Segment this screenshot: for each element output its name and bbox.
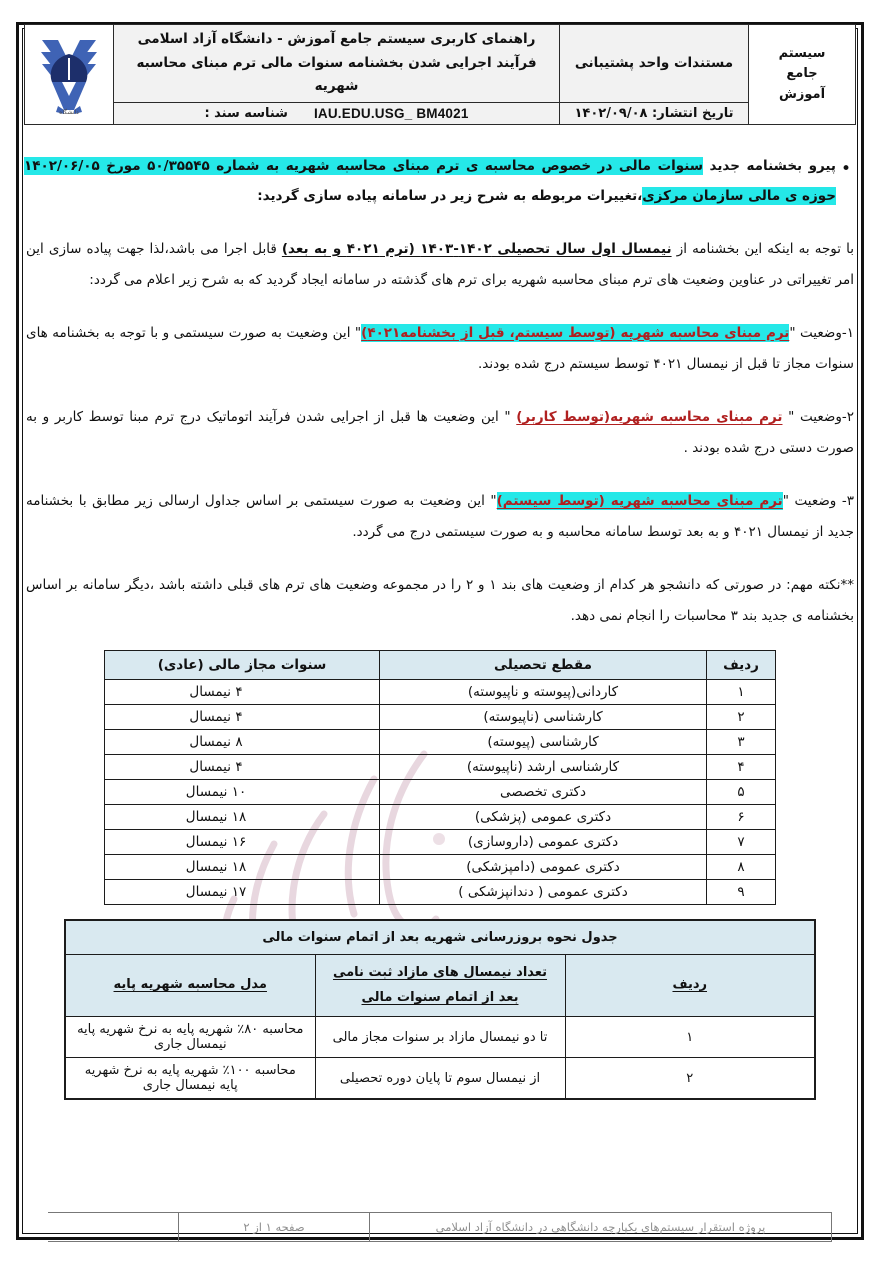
table2-header-model-text: مدل محاسبه شهریه پایه <box>113 977 267 993</box>
table1-r2-years-value: ۴ نیمسال <box>189 709 243 726</box>
table1-r6-level: دکتری عمومی (پزشکی) <box>380 805 707 830</box>
table-row <box>105 855 776 880</box>
table1-r5-years-value: ۱۰ نیمسال <box>185 784 247 801</box>
table1-r4-level: کارشناسی ارشد (ناپیوسته) <box>380 755 707 780</box>
page-content <box>24 24 856 1256</box>
item-1-prefix: ۱-وضعیت " <box>789 324 854 341</box>
header-system-line-1: سیستم <box>778 46 826 62</box>
footer-page-number: صفحه ۱ از ۲ <box>179 1213 370 1242</box>
table-row <box>105 680 776 705</box>
table1-r6-years-value: ۱۸ نیمسال <box>185 809 247 826</box>
allowed-financial-terms-table-wrap <box>104 650 776 905</box>
table-row <box>65 1017 815 1058</box>
item-3-prefix: ۳- وضعیت " <box>782 492 854 509</box>
table1-header-radif: ردیف <box>707 651 776 680</box>
allowed-financial-terms-table <box>104 650 776 905</box>
table1-r9-years <box>105 880 380 905</box>
table2-r1-count: تا دو نیمسال مازاد بر سنوات مجاز مالی <box>315 1017 565 1058</box>
table1-r6-years <box>105 805 380 830</box>
table1-r2-level: کارشناسی (ناپیوسته) <box>380 705 707 730</box>
table2-header-model <box>65 955 315 1017</box>
item-3-status-term: ترم مبنای محاسبه شهریه (توسط سیستم) <box>496 492 783 509</box>
header-system-label <box>749 25 856 125</box>
status-item-2 <box>26 402 854 464</box>
table1-r5-radif: ۵ <box>707 780 776 805</box>
table1-r4-years-value: ۴ نیمسال <box>189 759 243 776</box>
item-2-prefix: ۲-وضعیت " <box>782 408 854 425</box>
header-doc-id <box>114 102 560 124</box>
table1-r7-level: دکتری عمومی (داروسازی) <box>380 830 707 855</box>
table-row <box>105 755 776 780</box>
table1-r8-years <box>105 855 380 880</box>
header-unit-label: مستندات واحد پشتیبانی <box>560 25 749 103</box>
table-row <box>105 805 776 830</box>
bullet-highlighted-text: سنوات مالی در خصوص محاسبه ی ترم مبنای محاسبه شهریه به شماره ۵۰/۳۵۵۴۵ مورخ ۱۴۰۲/۰۶/۰۵ حوزه ی مالی سازمان مرکزی <box>24 157 836 205</box>
table1-header-level: مقطع تحصیلی <box>380 651 707 680</box>
bullet-part-1: پیرو بخشنامه جدید <box>703 157 837 174</box>
status-item-3 <box>26 486 854 548</box>
intro-text-a: با توجه به اینکه این بخشنامه از <box>671 240 854 257</box>
table1-r1-level: کاردانی(پیوسته و ناپیوسته) <box>380 680 707 705</box>
table-row <box>105 705 776 730</box>
table2-r1-radif: ۱ <box>565 1017 815 1058</box>
table2-title-row <box>65 920 815 955</box>
table1-r6-radif: ۶ <box>707 805 776 830</box>
important-note: **نکته مهم: در صورتی که دانشجو هر کدام از وضعیت های بند ۱ و ۲ را در مجموعه وضعیت های ترم های قبلی داشته باشد ،دیگر سامانه بر اساس بخشنامه ی جدید بند ۳ محاسبات را انجام نمی دهد. <box>26 577 854 625</box>
table2-r2-model: محاسبه ۱۰۰٪ شهریه پایه به نرخ شهریه پایه نیمسال جاری <box>65 1058 315 1100</box>
table2-title: جدول نحوه بروزرسانی شهریه بعد از اتمام سنوات مالی <box>65 920 815 955</box>
table1-r5-level: دکتری تخصصی <box>380 780 707 805</box>
header-title-line-2: فرآیند اجرایی شدن بخشنامه سنوات مالی ترم مبنای محاسبه شهریه <box>136 54 537 95</box>
bullet-marker-icon: • <box>840 158 852 179</box>
intro-paragraph <box>26 234 854 296</box>
footer-blank-cell <box>48 1213 179 1242</box>
table2-header-count-text: تعداد نیمسال های مازاد ثبت نامی بعد از اتمام سنوات مالی <box>332 965 548 1005</box>
header-system-line-2: جامع <box>786 66 818 82</box>
svg-text:دانشگاه: دانشگاه <box>59 109 79 117</box>
iau-logo <box>37 31 101 117</box>
table1-r8-level: دکتری عمومی (دامپزشکی) <box>380 855 707 880</box>
table-row <box>65 1058 815 1100</box>
item-1-description: " این وضعیت به صورت سیستمی و با توجه به بخشنامه های سنوات مجاز تا قبل از نیمسال ۴۰۲۱ توسط سیستم درج شده بودند. <box>26 324 854 372</box>
table1-r3-radif: ۳ <box>707 730 776 755</box>
tuition-update-table-wrap <box>64 919 816 1100</box>
table1-r3-years-value: ۸ نیمسال <box>189 734 243 751</box>
table-row <box>105 880 776 905</box>
table-row <box>105 730 776 755</box>
table2-body <box>65 1017 815 1100</box>
doc-id-value: IAU.EDU.USG_ BM4021 <box>313 105 469 121</box>
circular-notice-bullet <box>24 151 856 212</box>
bullet-part-2: ،تغییرات مربوطه به شرح زیر در سامانه پیاده سازی گردید: <box>257 188 643 205</box>
header-publish-date: تاریخ انتشار: ۱۴۰۲/۰۹/۰۸ <box>560 102 749 124</box>
item-2-status-term: ترم مبنای محاسبه شهریه(توسط کاربر) <box>516 408 783 425</box>
bullet-text <box>24 151 836 212</box>
table2-r2-radif: ۲ <box>565 1058 815 1100</box>
table2-r1-model: محاسبه ۸۰٪ شهریه پایه به نرخ شهریه پایه نیمسال جاری <box>65 1017 315 1058</box>
doc-id-label: شناسه سند : <box>204 105 288 121</box>
table1-r8-radif: ۸ <box>707 855 776 880</box>
tuition-update-table <box>64 919 816 1100</box>
table1-r5-years <box>105 780 380 805</box>
footer-table <box>48 1212 832 1242</box>
table2-header-radif-text: ردیف <box>672 977 708 993</box>
header-title-line-1: راهنمای کاربری سیستم جامع آموزش - دانشگاه آزاد اسلامی <box>137 31 536 47</box>
iau-logo-icon <box>38 32 100 116</box>
intro-text-b: قابل اجرا می باشد،لذا جهت پیاده سازی این امر تغییراتی در عناوین وضعیت های ترم مبنای محاسبه شهریه برای ترم های گذشته در سامانه ایجاد گردید که به شرح زیر اعلام می گردد: <box>26 240 854 288</box>
footer-project-note: پروژه استقرار سیستم‌های یکپارچه دانشگاهی در دانشگاه آزاد اسلامی <box>370 1213 832 1242</box>
header-logo-cell <box>25 25 114 125</box>
table2-header-count <box>315 955 565 1017</box>
document-header-table <box>24 24 856 125</box>
table2-header-radif <box>565 955 815 1017</box>
table1-r8-years-value: ۱۸ نیمسال <box>185 859 247 876</box>
table1-r3-years <box>105 730 380 755</box>
header-title <box>114 25 560 103</box>
table1-r9-years-value: ۱۷ نیمسال <box>185 884 247 901</box>
table1-r1-years-value: ۴ نیمسال <box>189 684 243 701</box>
header-system-line-3: آموزش <box>778 86 826 102</box>
table1-body <box>105 680 776 905</box>
intro-underlined-term: نیمسال اول سال تحصیلی ۱۴۰۲-۱۴۰۳ (ترم ۴۰۲۱ و به بعد) <box>281 240 672 257</box>
table-row <box>105 830 776 855</box>
table1-r9-radif: ۹ <box>707 880 776 905</box>
table1-r1-years <box>105 680 380 705</box>
item-3-description: " این وضعیت به صورت سیستمی بر اساس جداول ارسالی زیر مطابق با بخشنامه جدید از نیمسال ۴۰۲۱ و به بعد توسط سامانه محاسبه و به صورت سیستمی درج می گردد. <box>26 492 854 540</box>
table-header-row <box>65 955 815 1017</box>
table1-r4-years <box>105 755 380 780</box>
table2-r2-count: از نیمسال سوم تا پایان دوره تحصیلی <box>315 1058 565 1100</box>
table1-r3-level: کارشناسی (پیوسته) <box>380 730 707 755</box>
item-1-status-term: ترم مبنای محاسبه شهریه (توسط سیستم، قبل از بخشنامه۴۰۲۱) <box>361 324 790 341</box>
table1-r7-years-value: ۱۶ نیمسال <box>185 834 247 851</box>
table1-r1-radif: ۱ <box>707 680 776 705</box>
table1-r2-years <box>105 705 380 730</box>
table1-r7-radif: ۷ <box>707 830 776 855</box>
page-footer <box>48 1212 832 1242</box>
table-header-row <box>105 651 776 680</box>
table1-r9-level: دکتری عمومی ( دندانپزشکی ) <box>380 880 707 905</box>
item-2-description: " این وضعیت ها قبل از اجرایی شدن فرآیند اتوماتیک درج ترم مبنا توسط کاربر و به صورت دستی درج شده بودند . <box>26 408 854 456</box>
status-item-1 <box>26 318 854 380</box>
table1-r4-radif: ۴ <box>707 755 776 780</box>
table1-r7-years <box>105 830 380 855</box>
table-row <box>105 780 776 805</box>
table1-r2-radif: ۲ <box>707 705 776 730</box>
table1-header-years: سنوات مجاز مالی (عادی) <box>105 651 380 680</box>
